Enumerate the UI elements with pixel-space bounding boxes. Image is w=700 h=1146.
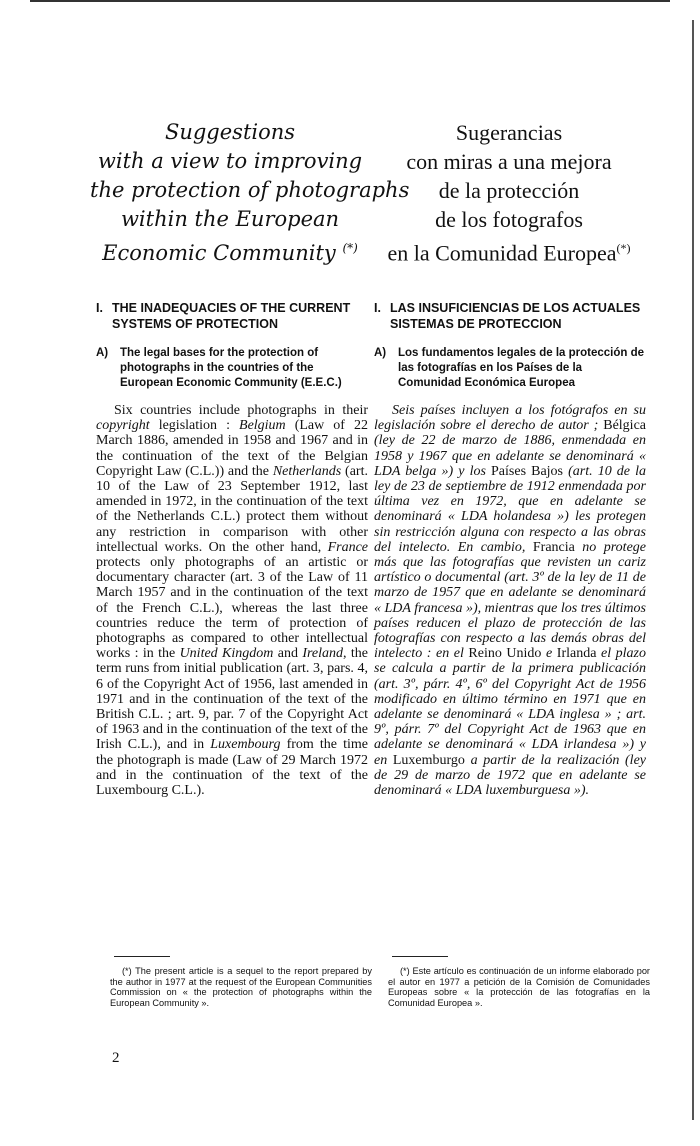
body-paragraph-es [374,403,646,798]
section-heading-text: THE INADEQUACIES OF THE CURRENT SYSTEMS OF PROTECTION [112,301,351,331]
title-spanish [376,118,642,267]
section-heading-es [374,300,646,332]
section-number: I. [374,301,381,315]
text-run-italic: el plazo se calcula a partir de la primera publicación (art. 3º, párr. 4º, 6º del Copyright Act de 1956 modificado en último término en 1971 que en adelante se denominará « LDA inglesa » ; art. 9º, párr. 7º del Copyright Act de 1963 que en adelante se denominará « LDA irlandesa ») y en [374,646,646,768]
page-number: 2 [112,1050,120,1066]
subsection-heading-es [374,346,646,391]
section-number: I. [96,301,103,315]
text-run: from the time the photograph is made (Law of 29 March 1972 and in the continuation of the text of the Luxembourg C.L.). [96,737,369,799]
text-run: Reino Unido [468,646,542,662]
title-en-line [90,234,370,268]
text-run: (art. 10 of the Law of 23 September 1912, last amended in 1972, in the continuation of the text of the Netherlands C.L.) protect them without any restriction in comparison with other intellectual works. On the other hand, [96,463,368,555]
text-run: , the term runs from initial publication (art. 3, pars. 4, 6 of the Copyright Act of 1956, last amended in 1971 and in the continuation of the text of the British C.L. ; art. 9, par. 7 of the Copyright Act of 1963 and in the continuation of the text of the Irish C.L.), and in [96,646,368,753]
title-es-line: con miras a una mejora [406,149,612,174]
text-run-italic: a partir de la realización (ley de 29 de marzo de 1972 que en adelante se denominará « LDA luxemburguesa »). [374,752,647,799]
title-en-footnote-mark: (*) [342,241,358,255]
footnote-en: (*) The present article is a sequel to the report prepared by the author in 1977 at the request of the European Communities Commission on « the protection of photographs within the European Community ». [110,966,372,1008]
subsection-heading-en [96,346,368,391]
text-run-italic: Netherlands [272,463,342,479]
text-run-italic: no protege más que las fotografías que revisten un cariz artístico o documental (art. 3º de la ley de 11 de marzo de 1957 que en adelante se denominará « LDA francesa »), mientras que los tres últimos países reducen el plazo de protección de las fotografías con respecto a las demás obras del intelecto : en el [374,539,647,662]
text-run: Luxemburgo [392,752,465,768]
text-run: Francia [532,539,575,555]
text-run-italic: copyright [96,418,150,434]
title-es-line [376,234,642,267]
text-run: Países Bajos [491,463,564,479]
subsection-number: A) [96,347,109,359]
text-run-italic: Seis países incluyen a los fotógrafos en su legislación sobre el derecho de autor ; [374,403,646,434]
spanish-column [374,300,646,798]
text-run-italic: France [327,539,368,555]
text-run: (Law of 22 March 1886, amended in 1958 and 1967 and in the continuation of the text of the Belgian Copyright Law (C.L.)) and the [96,418,369,479]
text-run-italic: Luxembourg [210,737,281,753]
text-run-italic: Ireland [302,646,344,662]
title-en-line: with a view to improving [97,149,363,173]
text-run-italic: Belgium [239,418,286,434]
text-run: Bélgica [603,418,646,434]
text-run: protects only photographs of an artistic or documentary character (art. 3 of the Law of 11 March 1957 and in the continuation of the text of the French C.L.), whereas the last three countries reduce the term of protection of photographs as compared to other intellectual works : in the [96,555,368,662]
section-heading-text: LAS INSUFICIENCIAS DE LOS ACTUALES SISTEMAS DE PROTECCION [390,301,641,331]
text-run-italic: United Kingdom [179,646,274,662]
body-paragraph-en [96,403,368,798]
subsection-heading-text: Los fundamentos legales de la protección de las fotografías en los Países de la Comunidad Económica Europea [398,347,645,389]
text-run: legislation : [149,418,240,434]
title-en-line-text: Economic Community [102,241,336,265]
footnote-rule-es [392,956,448,957]
section-heading-en [96,300,368,332]
footnote-rule-en [114,956,170,957]
title-english [90,118,410,268]
title-es-line: de los fotografos [435,207,583,232]
footnote-es: (*) Este artículo es continuación de un informe elaborado por el autor en 1977 a petición de la Comisión de Comunidades Europeas sobre « la protección de las fotografías en la Comunidad Europea ». [388,966,650,1008]
text-run: Irlanda [556,646,597,662]
title-en-line: Suggestions [164,120,296,144]
text-run-italic: (ley de 22 de marzo de 1886, enmendada en 1958 y 1967 que en adelante se denominará « LDA belga ») y los [374,433,646,479]
subsection-heading-text: The legal bases for the protection of photographs in the countries of the European Economic Community (E.E.C.) [120,347,342,389]
title-en-line: within the European [120,207,340,231]
title-es-line-text: en la Comunidad Europea [387,240,617,266]
text-run-italic: (art. 10 de la ley de 23 de septiembre de 1912 enmendada por última vez en 1972, que en adelante se denominará « LDA holandesa ») les protegen sin restricción alguna con respecto a las obras del intelecto. En cambio, [374,463,647,555]
english-column [96,300,368,798]
title-es-line: de la protección [438,178,580,203]
text-run: and [273,646,303,662]
top-rule [30,0,670,2]
subsection-number: A) [374,347,387,359]
title-en-line: the protection of photographs [90,178,410,202]
title-es-line: Sugerancias [455,120,563,145]
text-run-italic: e [541,646,557,662]
title-es-footnote-mark: (*) [616,241,631,255]
text-run: Six countries include photographs in their [114,403,368,418]
page-edge-line [692,20,694,1120]
